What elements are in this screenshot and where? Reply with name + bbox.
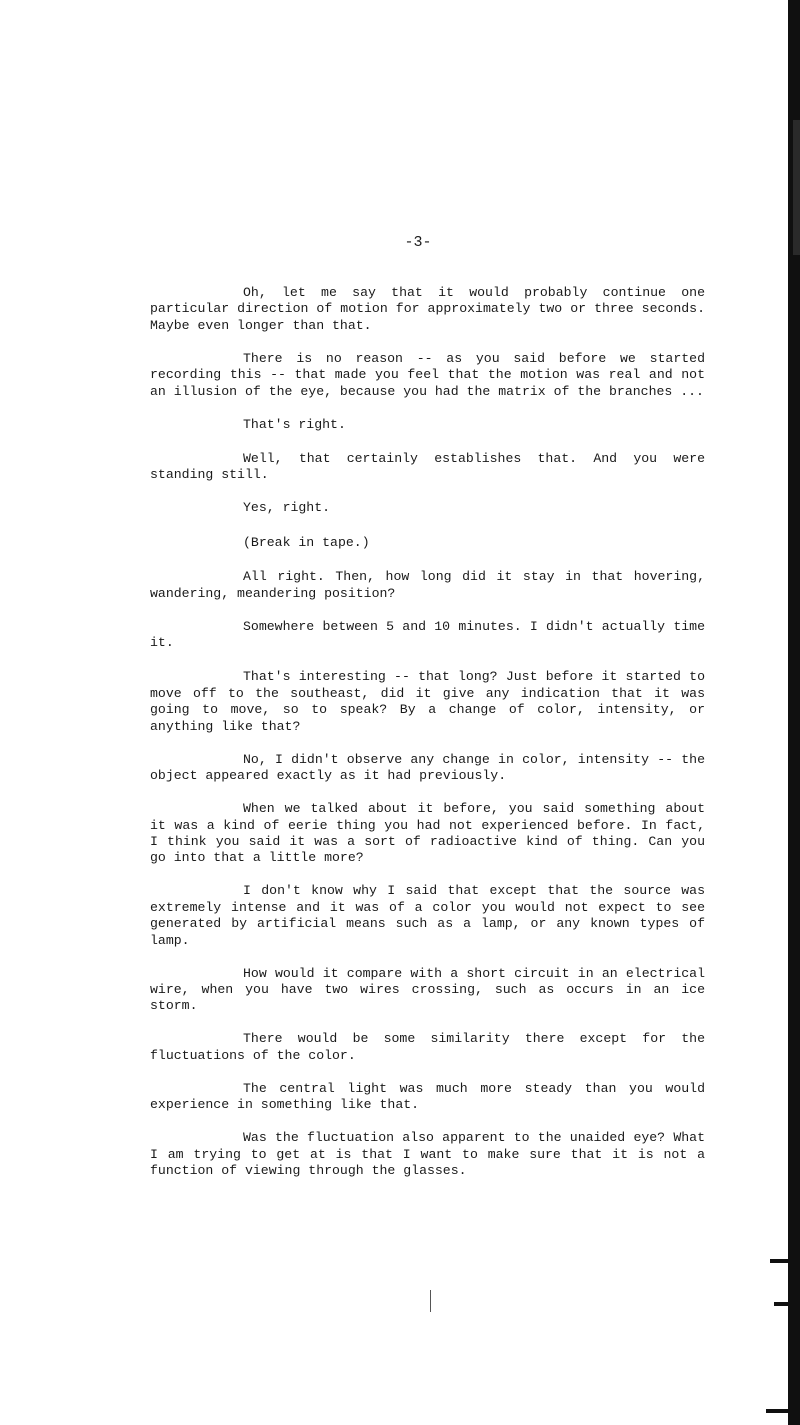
scan-edge-tick [766,1409,792,1413]
scan-edge-shade [793,120,800,255]
paragraph: There would be some similarity there except for the fluctuations of the color. [150,1031,705,1063]
scan-edge-tick [770,1259,792,1263]
paragraph: That's interesting -- that long? Just before it started to move off to the southeast, did it give any indication that it was going to move, so to speak? By a change of color, intensity, or anything like that? [150,669,705,734]
paragraph: How would it compare with a short circuit in an electrical wire, when you have two wires crossing, such as occurs in an ice storm. [150,965,705,1014]
page-number: -3- [404,234,432,251]
paragraph: The central light was much more steady than you would experience in something like that. [150,1080,705,1113]
paragraph: No, I didn't observe any change in color, intensity -- the object appeared exactly as it had previously. [150,751,705,784]
paragraph: When we talked about it before, you said something about it was a kind of eerie thing you had not experienced before. In fact, I think you said it was a sort of radioactive kind of thing. Can you go into that a little more? [150,801,705,866]
paragraph: (Break in tape.) [243,534,370,550]
paragraph: All right. Then, how long did it stay in that hovering, wandering, meandering position? [150,569,705,601]
paragraph: Somewhere between 5 and 10 minutes. I didn't actually time it. [150,618,705,651]
paragraph: That's right. [243,416,346,432]
paragraph: I don't know why I said that except that the source was extremely intense and it was of a color you would not expect to see generated by artificial means such as a lamp, or any known types of lamp. [150,883,705,948]
paragraph: There is no reason -- as you said before we started recording this -- that made you feel that the motion was real and not an illusion of the eye, because you had the matrix of the branches ... [150,350,705,399]
scan-speck [430,1290,431,1312]
paragraph: Well, that certainly establishes that. And you were standing still. [150,451,705,483]
paragraph: Oh, let me say that it would probably continue one particular direction of motion for approximately two or three seconds. Maybe even longer than that. [150,285,705,333]
paragraph: Was the fluctuation also apparent to the unaided eye? What I am trying to get at is that I want to make sure that it is not a function of viewing through the glasses. [150,1130,705,1178]
paragraph: Yes, right. [243,500,331,516]
scan-edge-tick [774,1302,792,1306]
transcript-body [150,285,705,1196]
